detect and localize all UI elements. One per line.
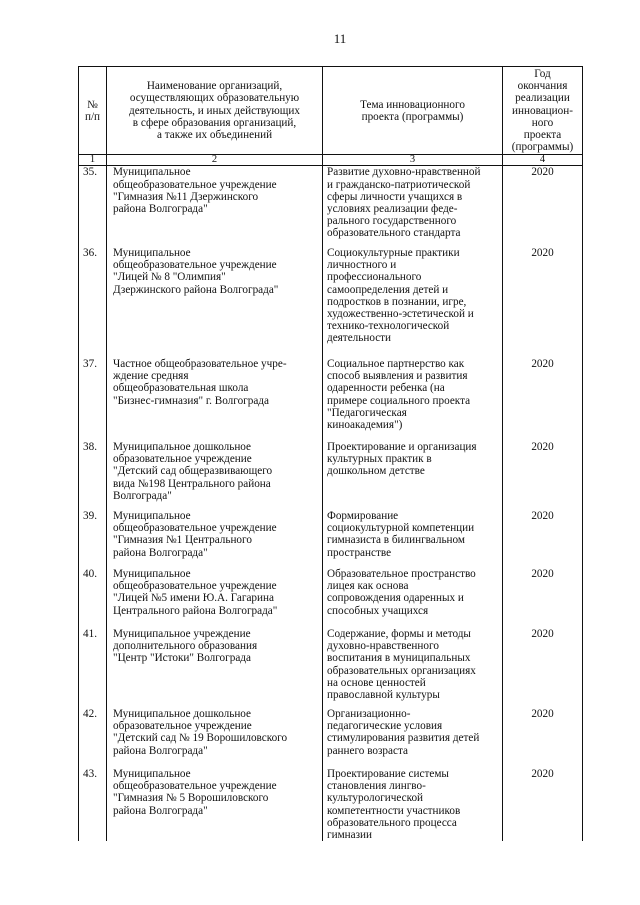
table-row	[79, 166, 583, 247]
row-number: 35.	[79, 166, 107, 247]
completion-year: 2020	[503, 708, 583, 768]
innovation-projects-table	[78, 66, 583, 841]
column-number: 4	[503, 155, 583, 166]
organization-name: Муниципальное общеобразовательное учреждение "Гимназия №11 Дзержинского района Волгограда"	[107, 166, 323, 247]
row-number: 41.	[79, 628, 107, 708]
column-number: 2	[107, 155, 323, 166]
organization-name: Муниципальное учреждение дополнительного образования "Центр "Истоки" Волгограда	[107, 628, 323, 708]
table-body	[79, 166, 583, 841]
page-number: 11	[333, 31, 347, 46]
column-numbers-row	[79, 155, 583, 166]
project-topic: Формирование социокультурной компетенции гимназиста в билингвальном пространстве	[323, 510, 503, 568]
project-topic: Содержание, формы и методы духовно-нравственного воспитания в муниципальных образовательных организациях на основе ценностей православной культуры	[323, 628, 503, 708]
header-completion-year: Год окончания реализации инновацион- ного проекта (программы)	[503, 67, 583, 155]
organization-name: Муниципальное общеобразовательное учреждение "Гимназия №1 Центрального района Волгограда"	[107, 510, 323, 568]
completion-year: 2020	[503, 510, 583, 568]
organization-name: Муниципальное общеобразовательное учреждение "Гимназия № 5 Ворошиловского района Волгограда"	[107, 768, 323, 841]
row-number: 36.	[79, 247, 107, 358]
project-topic: Социокультурные практики личностного и профессионального самоопределения детей и подростков в познании, игре, художественно-эстетической и технико-технологической деятельности	[323, 247, 503, 358]
project-topic: Социальное партнерство как способ выявления и развития одаренности ребенка (на примере социального проекта "Педагогическая киноакадемия")	[323, 358, 503, 441]
completion-year: 2020	[503, 768, 583, 841]
organization-name: Муниципальное дошкольное образовательное учреждение "Детский сад общеразвивающего вида №198 Центрального района Волгограда"	[107, 441, 323, 510]
organization-name: Частное общеобразовательное учре- ждение средняя общеобразовательная школа "Бизнес-гимназия" г. Волгограда	[107, 358, 323, 441]
row-number: 38.	[79, 441, 107, 510]
completion-year: 2020	[503, 247, 583, 358]
project-topic: Развитие духовно-нравственной и гражданско-патриотической сферы личности учащихся в условиях реализации феде- рального государственного образовательного стандарта	[323, 166, 503, 247]
completion-year: 2020	[503, 166, 583, 247]
header-row	[79, 67, 583, 155]
row-number: 42.	[79, 708, 107, 768]
completion-year: 2020	[503, 568, 583, 628]
completion-year: 2020	[503, 441, 583, 510]
project-topic: Проектирование и организация культурных практик в дошкольном детстве	[323, 441, 503, 510]
row-number: 43.	[79, 768, 107, 841]
organization-name: Муниципальное общеобразовательное учреждение "Лицей № 8 "Олимпия" Дзержинского района Волгограда"	[107, 247, 323, 358]
organization-name: Муниципальное общеобразовательное учреждение "Лицей №5 имени Ю.А. Гагарина Центрального района Волгограда"	[107, 568, 323, 628]
table-row	[79, 708, 583, 768]
table-row	[79, 510, 583, 568]
table-row	[79, 628, 583, 708]
column-number: 1	[79, 155, 107, 166]
table-row	[79, 568, 583, 628]
organization-name: Муниципальное дошкольное образовательное учреждение "Детский сад № 19 Ворошиловского района Волгограда"	[107, 708, 323, 768]
header-num: № п/п	[79, 67, 107, 155]
project-topic: Проектирование системы становления лингво- культурологической компетентности участников образовательного процесса гимназии	[323, 768, 503, 841]
completion-year: 2020	[503, 358, 583, 441]
header-project-topic: Тема инновационного проекта (программы)	[323, 67, 503, 155]
table-row	[79, 247, 583, 358]
table-row	[79, 441, 583, 510]
row-number: 37.	[79, 358, 107, 441]
row-number: 39.	[79, 510, 107, 568]
project-topic: Образовательное пространство лицея как основа сопровождения одаренных и способных учащихся	[323, 568, 503, 628]
project-topic: Организационно- педагогические условия стимулирования развития детей раннего возраста	[323, 708, 503, 768]
header-organization: Наименование организаций, осуществляющих образовательную деятельность, и иных действующих в сфере образования организаций, а также их объединений	[107, 67, 323, 155]
row-number: 40.	[79, 568, 107, 628]
column-number: 3	[323, 155, 503, 166]
completion-year: 2020	[503, 628, 583, 708]
table-row	[79, 768, 583, 841]
table-row	[79, 358, 583, 441]
